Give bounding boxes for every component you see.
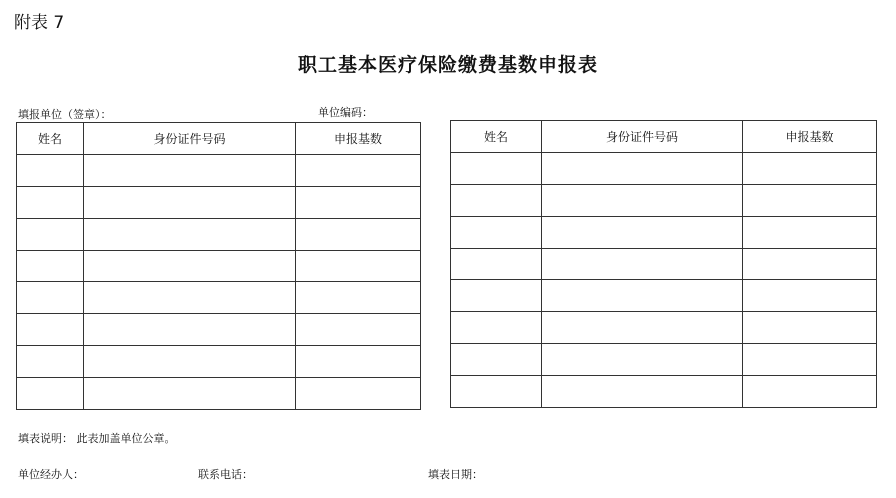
name-cell[interactable] [17,378,84,410]
declared-base-cell[interactable] [743,344,877,376]
id-number-cell[interactable] [84,250,296,282]
id-number-cell[interactable] [84,314,296,346]
name-cell[interactable] [451,184,542,216]
name-cell[interactable] [451,248,542,280]
fill-date-field: 填表日期： [428,468,483,481]
id-number-cell[interactable] [84,186,296,218]
table-row [451,248,877,280]
name-cell[interactable] [17,250,84,282]
table-row [17,154,421,186]
id-number-cell[interactable] [84,154,296,186]
column-header-name: 姓名 [451,121,542,153]
contact-phone-field: 联系电话： [198,468,253,481]
table-row [17,186,421,218]
name-cell[interactable] [17,154,84,186]
table-row [17,314,421,346]
name-cell[interactable] [451,312,542,344]
declared-base-cell[interactable] [296,218,421,250]
id-number-cell[interactable] [542,216,743,248]
unit-code-field: 单位编码： [318,106,373,119]
column-header-id-number: 身份证件号码 [542,121,743,153]
form-title: 职工基本医疗保险缴费基数申报表 [297,54,598,76]
column-header-name: 姓名 [17,123,84,155]
column-header-id-number: 身份证件号码 [84,123,296,155]
id-number-cell[interactable] [542,376,743,408]
table-row [451,152,877,184]
name-cell[interactable] [17,186,84,218]
declared-base-cell[interactable] [296,154,421,186]
column-header-declared-base: 申报基数 [743,121,877,153]
name-cell[interactable] [17,314,84,346]
declared-base-cell[interactable] [743,248,877,280]
name-cell[interactable] [17,282,84,314]
table-row [451,344,877,376]
table-row [451,280,877,312]
declared-base-cell[interactable] [296,314,421,346]
filling-instructions: 填表说明： 此表加盖单位公章。 [18,432,176,445]
declared-base-cell[interactable] [743,216,877,248]
table-row [17,282,421,314]
table-row [451,376,877,408]
declared-base-cell[interactable] [743,376,877,408]
declaration-table-left [16,122,421,410]
name-cell[interactable] [451,280,542,312]
declared-base-cell[interactable] [296,378,421,410]
id-number-cell[interactable] [84,218,296,250]
table-header-row [451,121,877,153]
declared-base-cell[interactable] [743,152,877,184]
column-header-declared-base: 申报基数 [296,123,421,155]
id-number-cell[interactable] [542,280,743,312]
id-number-cell[interactable] [84,378,296,410]
name-cell[interactable] [17,218,84,250]
table-row [17,218,421,250]
table-row [451,312,877,344]
id-number-cell[interactable] [542,344,743,376]
table-row [17,346,421,378]
id-number-cell[interactable] [542,152,743,184]
name-cell[interactable] [451,376,542,408]
declared-base-cell[interactable] [296,346,421,378]
declared-base-cell[interactable] [743,184,877,216]
declared-base-cell[interactable] [743,312,877,344]
id-number-cell[interactable] [542,312,743,344]
declaration-table-right [450,120,877,408]
name-cell[interactable] [451,216,542,248]
unit-agent-field: 单位经办人： [18,468,84,481]
table-row [451,216,877,248]
appendix-label: 附表 7 [14,13,65,33]
declared-base-cell[interactable] [296,250,421,282]
id-number-cell[interactable] [542,184,743,216]
declared-base-cell[interactable] [296,282,421,314]
name-cell[interactable] [451,152,542,184]
table-row [17,250,421,282]
id-number-cell[interactable] [84,346,296,378]
table-header-row [17,123,421,155]
name-cell[interactable] [17,346,84,378]
name-cell[interactable] [451,344,542,376]
table-row [17,378,421,410]
reporting-unit-field: 填报单位（签章）： [18,108,112,121]
declared-base-cell[interactable] [743,280,877,312]
declared-base-cell[interactable] [296,186,421,218]
id-number-cell[interactable] [84,282,296,314]
id-number-cell[interactable] [542,248,743,280]
table-row [451,184,877,216]
